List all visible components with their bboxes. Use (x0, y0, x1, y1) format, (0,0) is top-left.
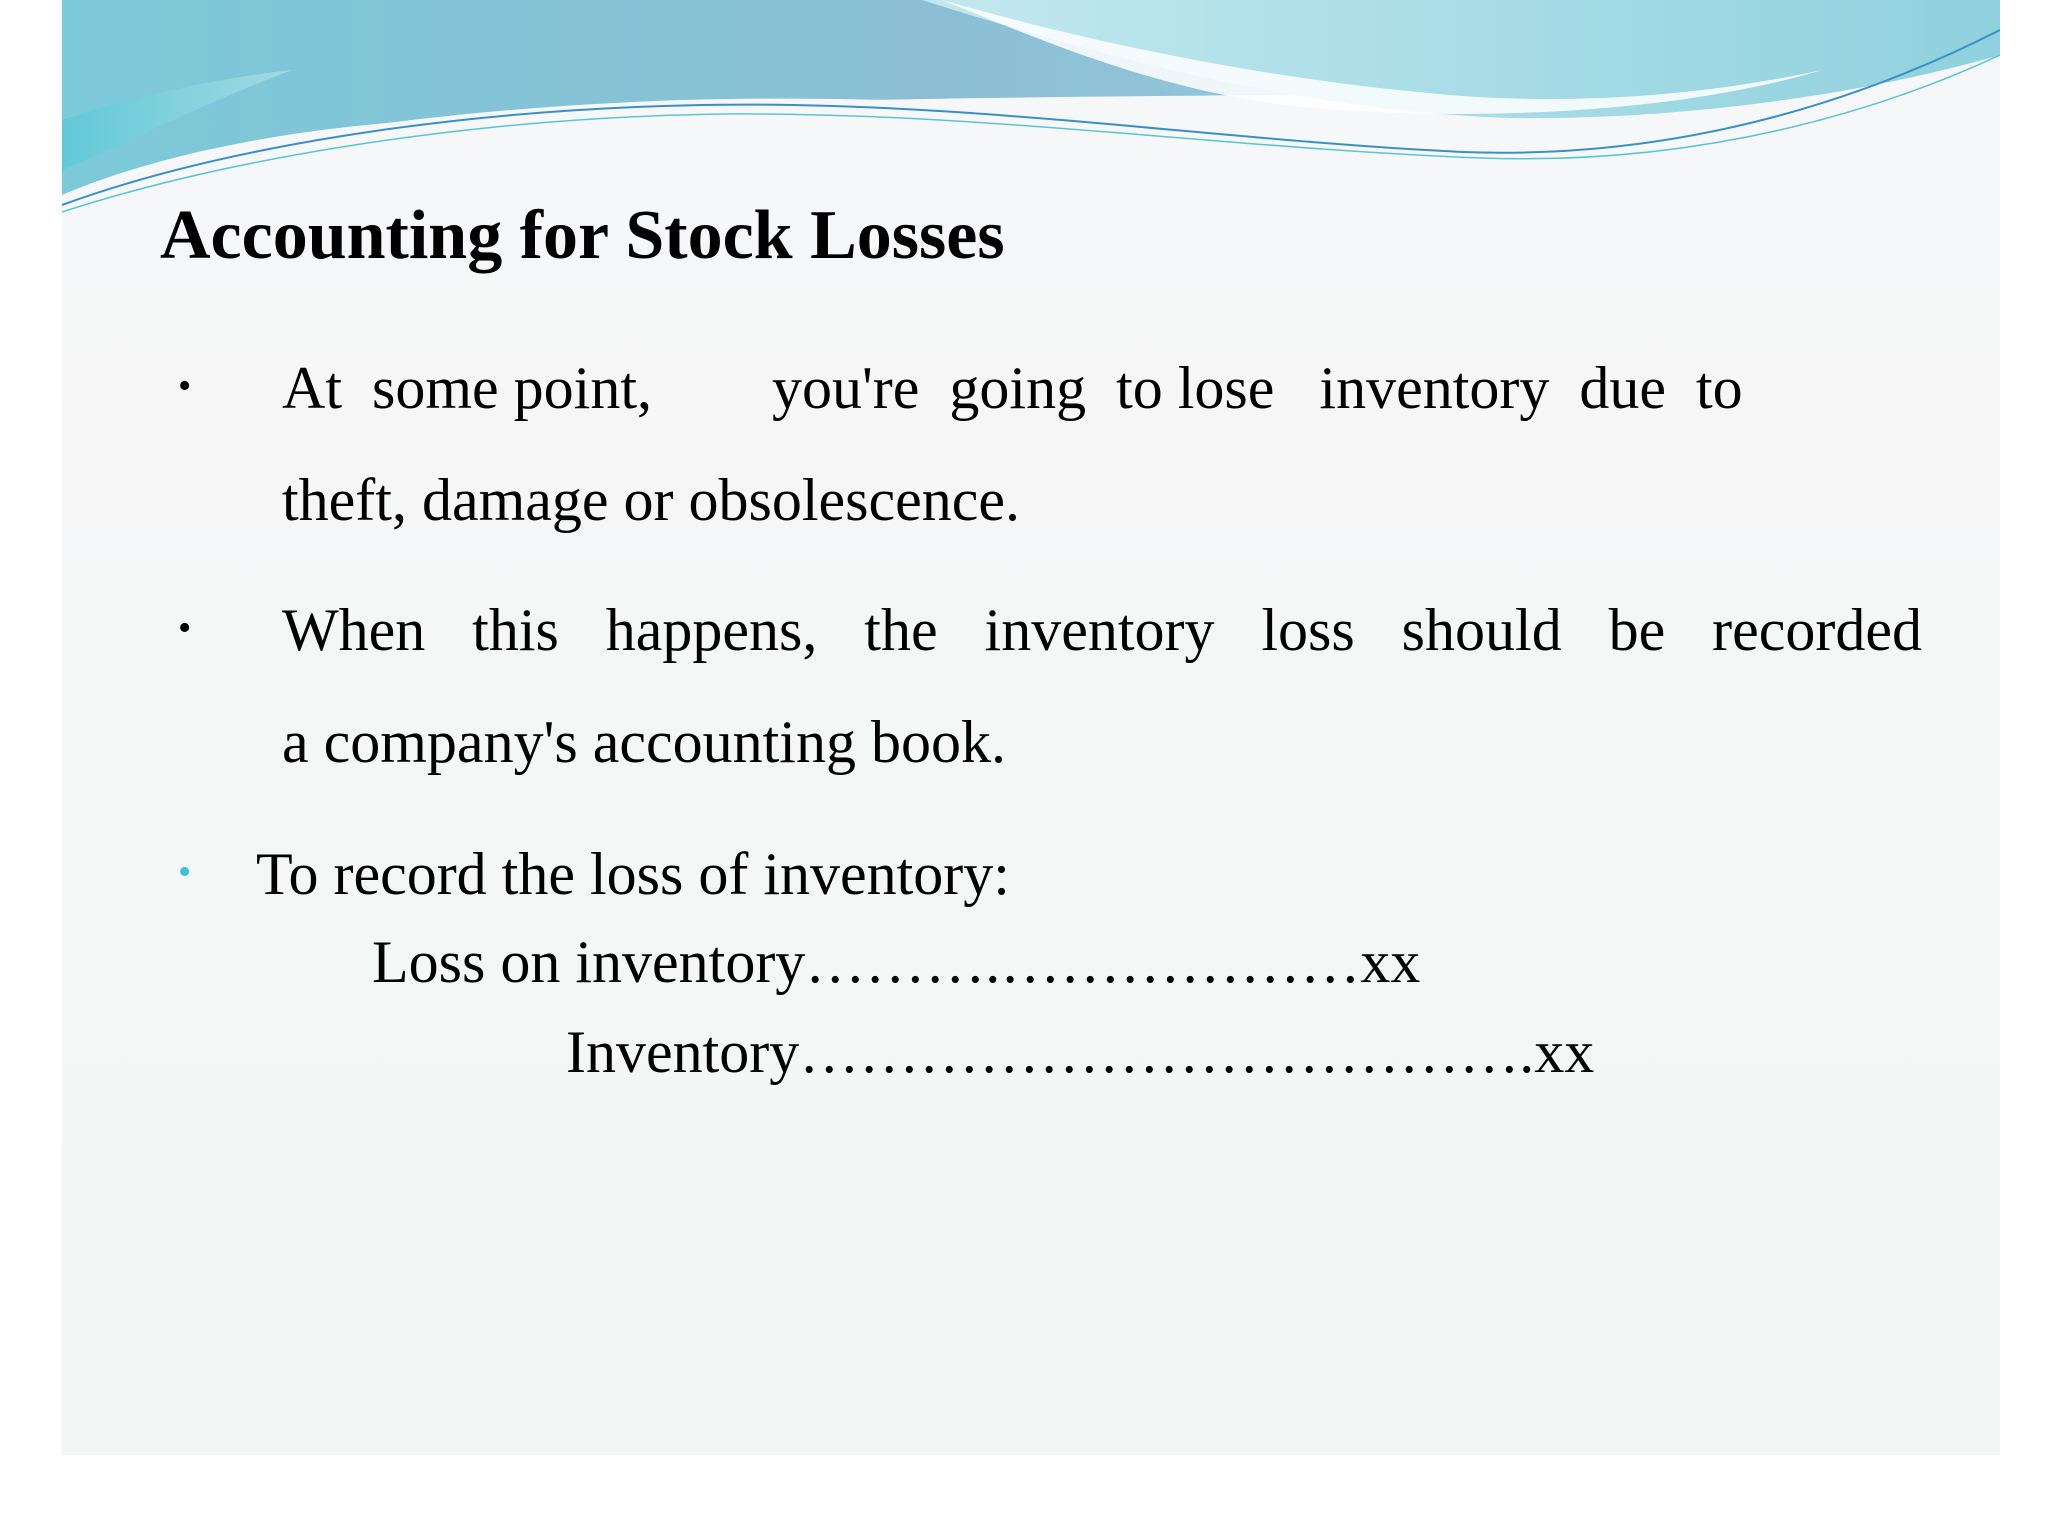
slide (62, 0, 2000, 1455)
bullet-2-line-2: a company's accounting book. (282, 709, 1006, 775)
journal-credit-line: Inventory……………………………….xx (566, 1019, 1595, 1085)
bullet-1-line-1: At some point, you're going to lose inventory due to (282, 355, 1743, 421)
bullet-3-text: To record the loss of inventory: (256, 841, 1010, 907)
bullet-1-line-2: theft, damage or obsolescence. (282, 467, 1021, 533)
bullet-marker-2: • (178, 607, 192, 649)
bullet-marker-1: • (178, 365, 192, 407)
journal-debit-line: Loss on inventory……….………………xx (372, 929, 1421, 995)
bullet-marker-3: • (178, 851, 192, 893)
slide-title: Accounting for Stock Losses (160, 197, 1005, 274)
bullet-2-line-1: When this happens, the inventory loss should be recorded (282, 597, 1922, 663)
